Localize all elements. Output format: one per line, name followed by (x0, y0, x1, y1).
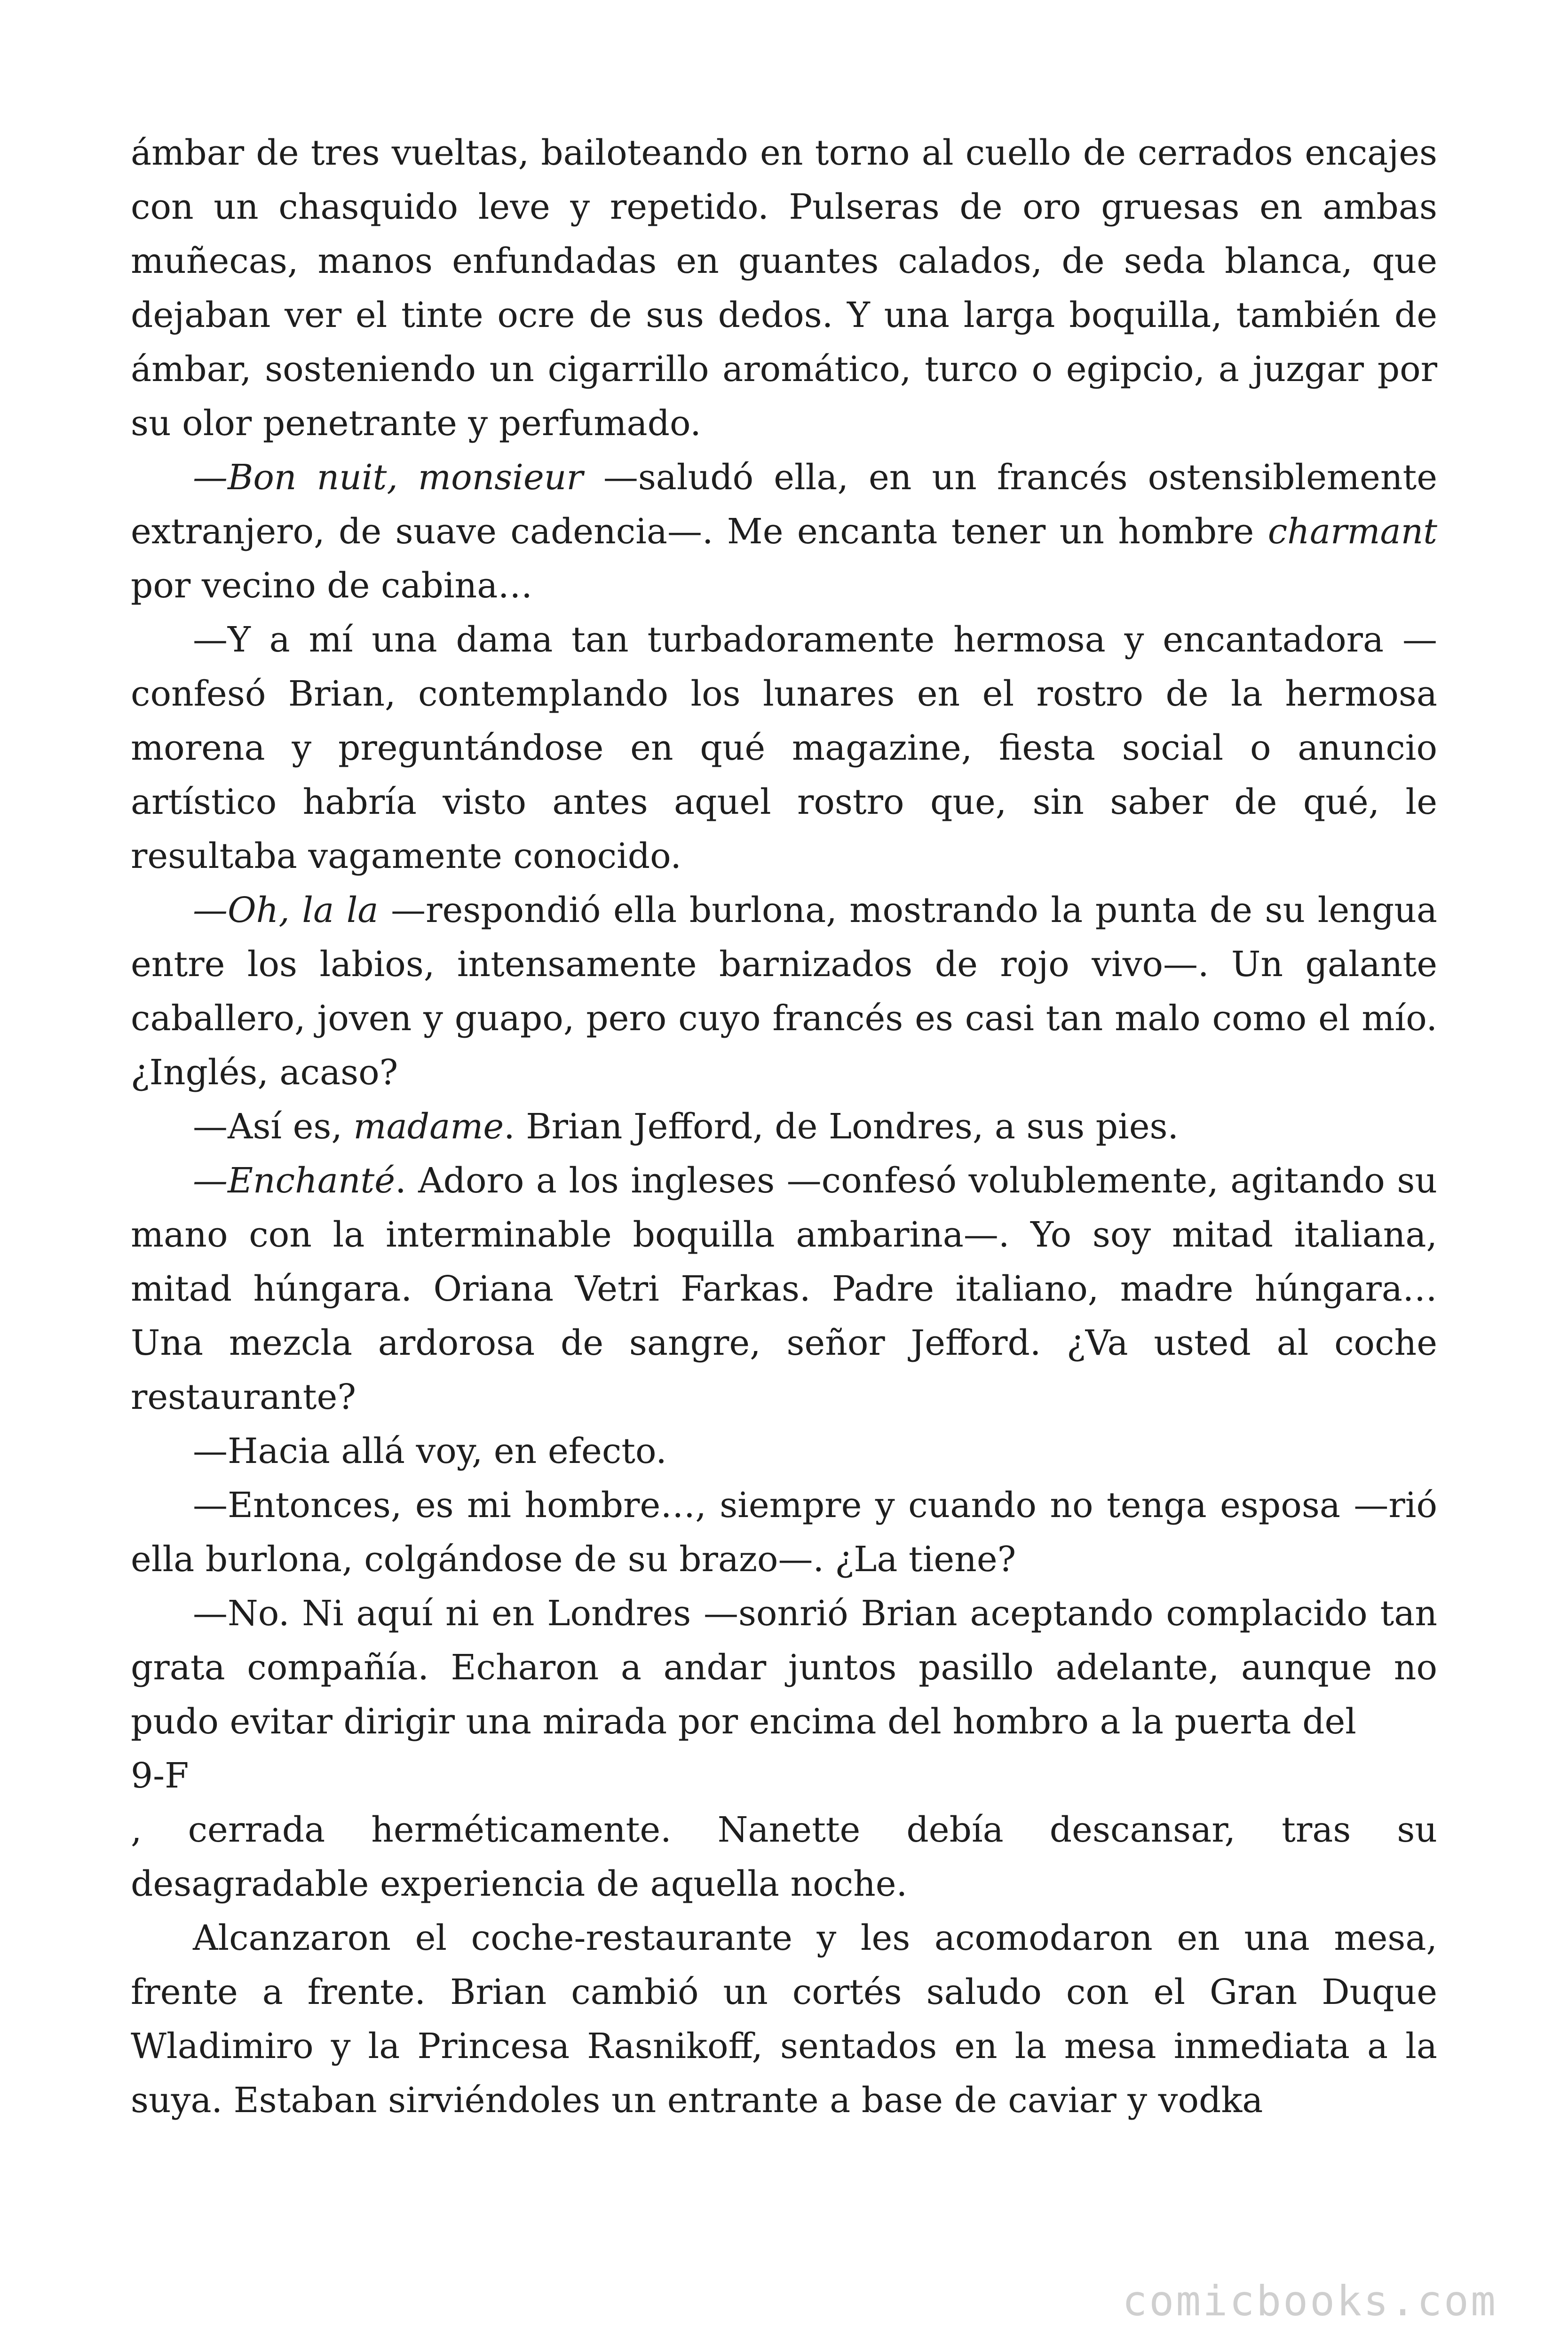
paragraph (131, 1100, 1437, 1154)
italic-text: —Enchanté (193, 1160, 396, 1201)
italic-text: —Oh, la la (193, 890, 379, 930)
text-segment: . Adoro a los ingleses —confesó volublemente, agitando su mano con la interminable boquilla ambarina—. Yo soy mitad italiana, mitad húngara. Oriana Vetri Farkas. Padre italiano, madre húngara… Una mezcla ardorosa de sangre, señor Jefford. ¿Va usted al coche restaurante? (131, 1160, 1437, 1417)
text-segment: , cerrada herméticamente. Nanette debía descansar, tras su desagradable experiencia de aquella noche. (131, 1810, 1437, 1904)
paragraph (131, 883, 1437, 1100)
text-segment: —Y a mí una dama tan turbadoramente hermosa y encantadora —confesó Brian, contemplando los lunares en el rostro de la hermosa morena y preguntándose en qué magazine, fiesta social o anuncio artístico habría visto antes aquel rostro que, sin saber de qué, le resultaba vagamente conocido. (131, 620, 1437, 876)
paragraph (131, 1154, 1437, 1424)
text-segment: por vecino de cabina… (131, 565, 533, 606)
italic-text: charmant (1267, 511, 1437, 552)
watermark-text: comicbooks.com (1122, 2277, 1497, 2325)
paragraph (131, 613, 1437, 883)
text-segment: —Así es, (193, 1106, 354, 1147)
italic-text: —Bon nuit, monsieur (193, 457, 583, 498)
text-segment: —saludó ella, en un francés ostensiblemente extranjero, de suave cadencia—. Me encanta tener un hombre (131, 457, 1437, 552)
book-text (131, 126, 1437, 2128)
paragraph (131, 1911, 1437, 2128)
italic-text: madame (353, 1106, 504, 1147)
paragraph (131, 1803, 1437, 1911)
paragraph (131, 1478, 1437, 1587)
paragraph (131, 1424, 1437, 1478)
text-segment: 9-F (131, 1756, 189, 1796)
text-segment: —Entonces, es mi hombre…, siempre y cuando no tenga esposa —rió ella burlona, colgándose de su brazo—. ¿La tiene? (131, 1485, 1437, 1580)
text-segment: —respondió ella burlona, mostrando la punta de su lengua entre los labios, intensamente barnizados de rojo vivo—. Un galante caballero, joven y guapo, pero cuyo francés es casi tan malo como el mío. ¿Inglés, acaso? (131, 890, 1437, 1093)
paragraph (131, 1749, 1437, 1803)
page-body (131, 126, 1437, 2163)
text-segment: —Hacia allá voy, en efecto. (193, 1431, 667, 1471)
paragraph (131, 451, 1437, 613)
paragraph (131, 126, 1437, 451)
text-segment: Alcanzaron el coche-restaurante y les acomodaron en una mesa, frente a frente. Brian cambió un cortés saludo con el Gran Duque Wladimiro y la Princesa Rasnikoff, sentados en la mesa inmediata a la suya. Estaban sirviéndoles un entrante a base de caviar y vodka (131, 1918, 1437, 2121)
paragraph (131, 1587, 1437, 1749)
text-segment: ámbar de tres vueltas, bailoteando en torno al cuello de cerrados encajes con un chasquido leve y repetido. Pulseras de oro gruesas en ambas muñecas, manos enfundadas en guantes calados, de seda blanca, que dejaban ver el tinte ocre de sus dedos. Y una larga boquilla, también de ámbar, sosteniendo un cigarrillo aromático, turco o egipcio, a juzgar por su olor penetrante y perfumado. (131, 133, 1437, 444)
text-segment: . Brian Jefford, de Londres, a sus pies. (504, 1106, 1179, 1147)
text-segment: —No. Ni aquí ni en Londres —sonrió Brian aceptando complacido tan grata compañía. Echaron a andar juntos pasillo adelante, aunque no pudo evitar dirigir una mirada por encima del hombro a la puerta del (131, 1593, 1437, 1742)
